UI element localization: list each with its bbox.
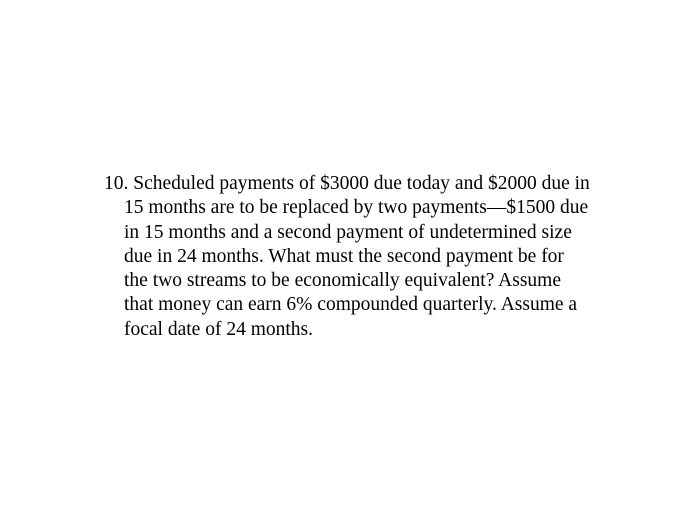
problem-statement xyxy=(104,172,644,342)
problem-line: 15 months are to be replaced by two payments—$1500 due xyxy=(124,197,589,219)
problem-line: due in 24 months. What must the second payment be for xyxy=(124,245,564,267)
problem-line: focal date of 24 months. xyxy=(124,318,313,340)
problem-line: in 15 months and a second payment of undetermined size xyxy=(124,221,572,243)
problem-line: that money can earn 6% compounded quarterly. Assume a xyxy=(124,294,578,316)
problem-line: 10. Scheduled payments of $3000 due today and $2000 due in xyxy=(104,173,590,194)
problem-line: the two streams to be economically equivalent? Assume xyxy=(124,270,562,292)
